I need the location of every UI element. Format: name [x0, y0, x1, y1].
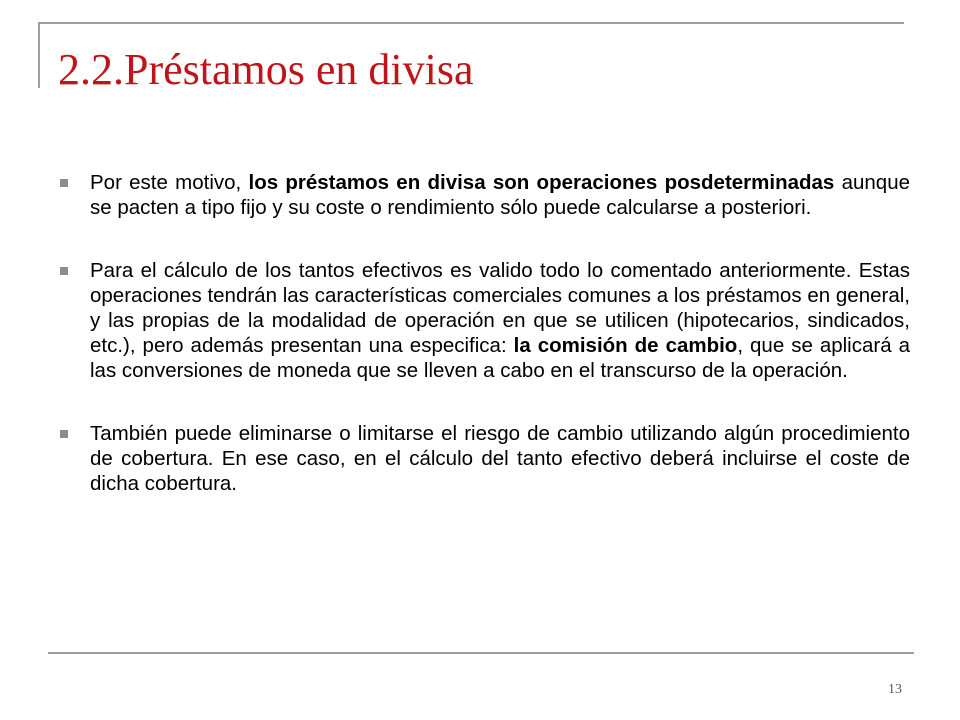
footer-divider: [48, 652, 914, 654]
square-bullet-icon: [60, 430, 68, 438]
bullet-item: [60, 421, 910, 496]
bullet-text-segment: aunque se pacten a tipo fijo y su coste o rendimiento sólo puede calcularse a posteriori.: [90, 171, 911, 219]
bullet-text-segment: Para el cálculo de los tantos efectivos es valido todo lo comentado anteriormente. Estas operaciones tendrán las características comerciales comunes a los préstamos en general, y las propias de la modalidad de operación en que se utilicen (hipotecarios, sindicados, etc.), pero además presentan una especifica:: [90, 259, 910, 357]
bullet-text-emphasis: la comisión de cambio: [513, 334, 738, 357]
bullet-text-segment: , que se aplicará a las conversiones de moneda que se lleven a cabo en el transcurso de la operación.: [90, 334, 910, 382]
page-number: 13: [888, 682, 902, 697]
slide-title: 2.2.Préstamos en divisa: [58, 45, 474, 94]
square-bullet-icon: [60, 179, 68, 187]
bullet-item: [60, 170, 910, 220]
square-bullet-icon: [60, 267, 68, 275]
bullet-list: [60, 170, 910, 534]
bullet-item: [60, 258, 910, 383]
bullet-text-emphasis: los préstamos en divisa son operaciones posdeterminadas: [248, 171, 835, 194]
frame-top-line: [38, 22, 904, 24]
frame-left-line: [38, 22, 40, 88]
bullet-text-segment: Por este motivo,: [90, 171, 249, 194]
bullet-text-segment: También puede eliminarse o limitarse el riesgo de cambio utilizando algún procedimiento de cobertura. En ese caso, en el cálculo del tanto efectivo deberá incluirse el coste de dicha cobertura.: [90, 422, 910, 495]
